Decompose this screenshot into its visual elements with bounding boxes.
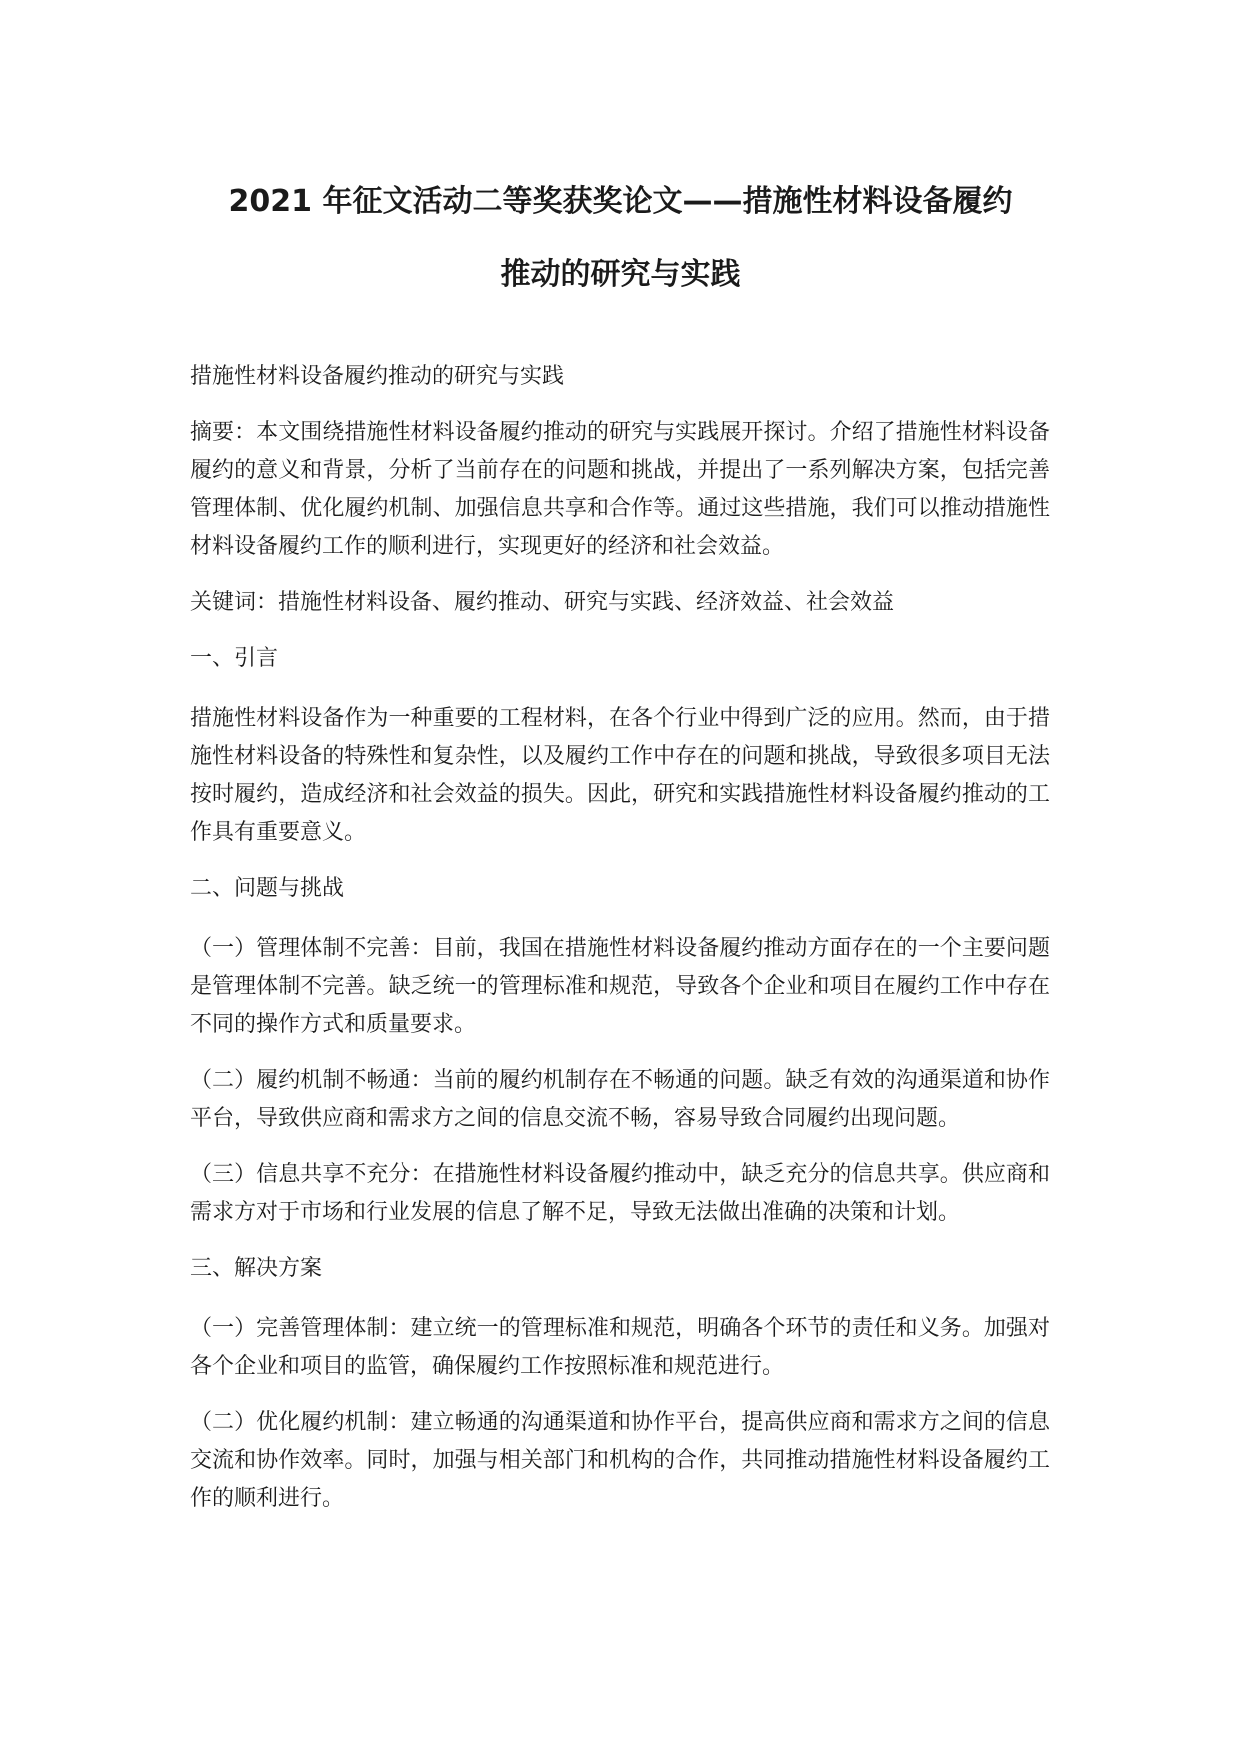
solution-item-2: （二）优化履约机制：建立畅通的沟通渠道和协作平台，提高供应商和需求方之间的信息交流和协作效率。同时，加强与相关部门和机构的合作，共同推动措施性材料设备履约工作的顺利进行。 bbox=[190, 1410, 1050, 1511]
introduction-paragraph: 措施性材料设备作为一种重要的工程材料，在各个行业中得到广泛的应用。然而，由于措施性材料设备的特殊性和复杂性，以及履约工作中存在的问题和挑战，导致很多项目无法按时履约，造成经济和社会效益的损失。因此，研究和实践措施性材料设备履约推动的工作具有重要意义。 bbox=[190, 706, 1050, 845]
section-heading-solutions: 三、解决方案 bbox=[190, 1256, 323, 1281]
document-subtitle: 措施性材料设备履约推动的研究与实践 bbox=[190, 364, 565, 389]
document-title-line-1: 2021 年征文活动二等奖获奖论文——措施性材料设备履约 bbox=[228, 184, 1013, 219]
section-heading-introduction: 一、引言 bbox=[190, 646, 279, 671]
problem-item-3: （三）信息共享不充分：在措施性材料设备履约推动中，缺乏充分的信息共享。供应商和需求方对于市场和行业发展的信息了解不足，导致无法做出准确的决策和计划。 bbox=[190, 1162, 1050, 1225]
keywords-paragraph: 关键词：措施性材料设备、履约推动、研究与实践、经济效益、社会效益 bbox=[190, 590, 895, 615]
problem-item-1: （一）管理体制不完善：目前，我国在措施性材料设备履约推动方面存在的一个主要问题是管理体制不完善。缺乏统一的管理标准和规范，导致各个企业和项目在履约工作中存在不同的操作方式和质量要求。 bbox=[190, 936, 1050, 1037]
solution-item-1: （一）完善管理体制：建立统一的管理标准和规范，明确各个环节的责任和义务。加强对各个企业和项目的监管，确保履约工作按照标准和规范进行。 bbox=[190, 1316, 1050, 1379]
problem-item-2: （二）履约机制不畅通：当前的履约机制存在不畅通的问题。缺乏有效的沟通渠道和协作平台，导致供应商和需求方之间的信息交流不畅，容易导致合同履约出现问题。 bbox=[190, 1068, 1050, 1131]
abstract-paragraph: 摘要：本文围绕措施性材料设备履约推动的研究与实践展开探讨。介绍了措施性材料设备履约的意义和背景，分析了当前存在的问题和挑战，并提出了一系列解决方案，包括完善管理体制、优化履约机制、加强信息共享和合作等。通过这些措施，我们可以推动措施性材料设备履约工作的顺利进行，实现更好的经济和社会效益。 bbox=[190, 420, 1050, 559]
document-title-line-2: 推动的研究与实践 bbox=[500, 257, 741, 292]
section-heading-problems: 二、问题与挑战 bbox=[190, 876, 345, 901]
document-body bbox=[190, 358, 1050, 1536]
